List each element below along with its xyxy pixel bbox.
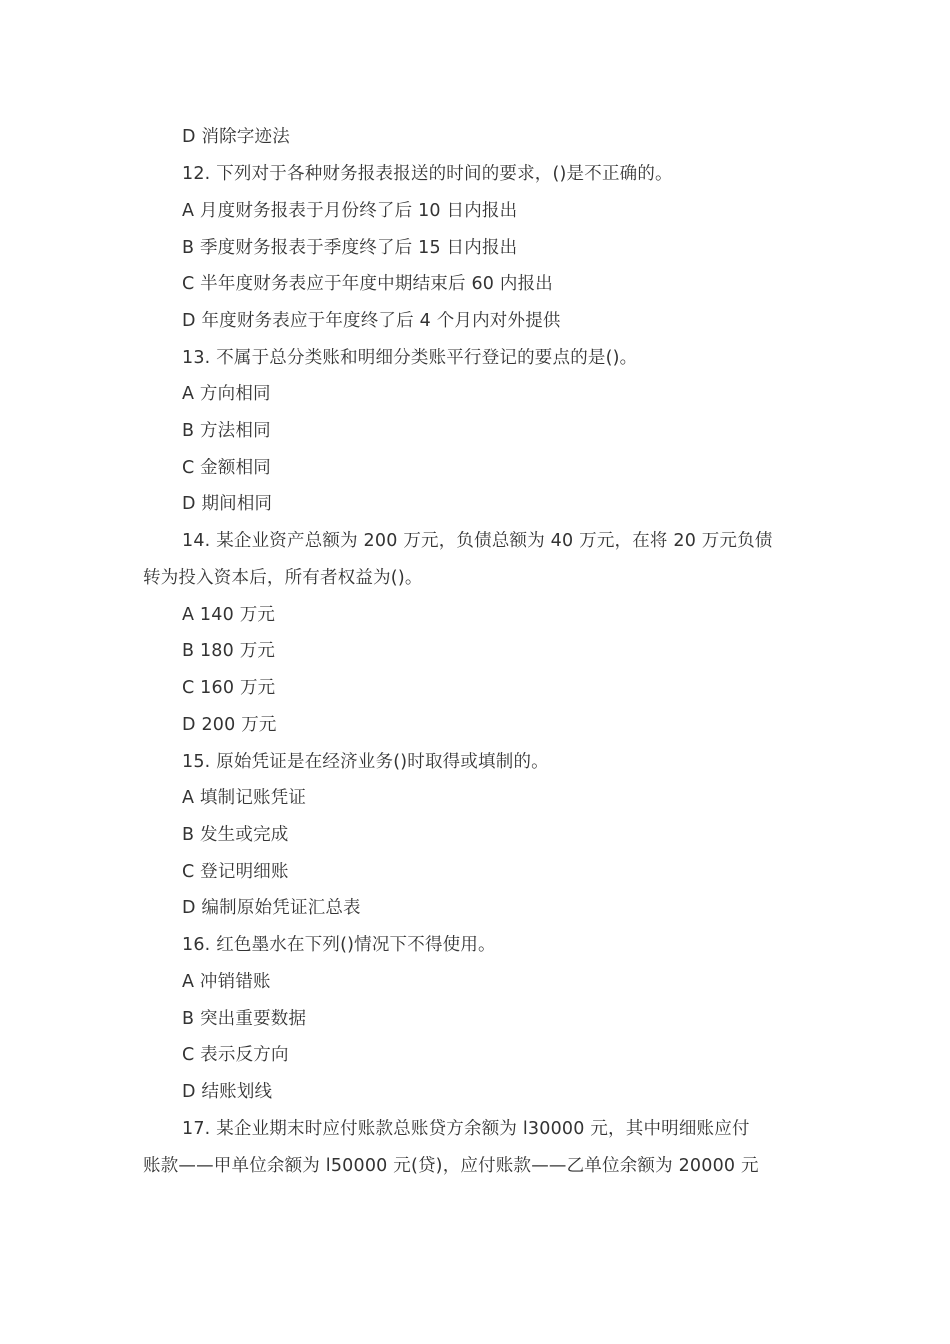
q14-option-d: D 200 万元 xyxy=(182,715,277,735)
q13-option-d: D 期间相同 xyxy=(182,494,273,514)
q13-question: 13. 不属于总分类账和明细分类账平行登记的要点的是()。 xyxy=(182,348,638,368)
q13-option-a: A 方向相同 xyxy=(182,384,271,404)
q17-question-continued: 账款——甲单位余额为 l50000 元(贷)，应付账款——乙单位余额为 20000 元 xyxy=(143,1156,759,1176)
q16-option-d: D 结账划线 xyxy=(182,1082,273,1102)
q12-option-a: A 月度财务报表于月份终了后 10 日内报出 xyxy=(182,201,518,221)
q15-question: 15. 原始凭证是在经济业务()时取得或填制的。 xyxy=(182,752,549,772)
q14-option-c: C 160 万元 xyxy=(182,678,276,698)
q14-option-a: A 140 万元 xyxy=(182,605,276,625)
q15-option-c: C 登记明细账 xyxy=(182,862,289,882)
q14-option-b: B 180 万元 xyxy=(182,641,276,661)
q16-question: 16. 红色墨水在下列()情况下不得使用。 xyxy=(182,935,496,955)
q15-option-d: D 编制原始凭证汇总表 xyxy=(182,898,361,918)
q12-option-c: C 半年度财务表应于年度中期结束后 60 内报出 xyxy=(182,274,553,294)
q12-option-b: B 季度财务报表于季度终了后 15 日内报出 xyxy=(182,238,518,258)
q15-option-b: B 发生或完成 xyxy=(182,825,289,845)
q13-option-c: C 金额相同 xyxy=(182,458,271,478)
q12-question: 12. 下列对于各种财务报表报送的时间的要求，()是不正确的。 xyxy=(182,164,673,184)
q13-option-b: B 方法相同 xyxy=(182,421,271,441)
q14-question-continued: 转为投入资本后，所有者权益为()。 xyxy=(143,568,423,588)
q16-option-a: A 冲销错账 xyxy=(182,972,271,992)
q15-option-a: A 填制记账凭证 xyxy=(182,788,307,808)
q14-question: 14. 某企业资产总额为 200 万元，负债总额为 40 万元，在将 20 万元负债 xyxy=(182,531,773,551)
q17-question: 17. 某企业期末时应付账款总账贷方余额为 l30000 元，其中明细账应付 xyxy=(182,1119,750,1139)
q16-option-c: C 表示反方向 xyxy=(182,1045,289,1065)
q11-option-d: D 消除字迹法 xyxy=(182,127,290,147)
q16-option-b: B 突出重要数据 xyxy=(182,1009,307,1029)
q12-option-d: D 年度财务表应于年度终了后 4 个月内对外提供 xyxy=(182,311,561,331)
